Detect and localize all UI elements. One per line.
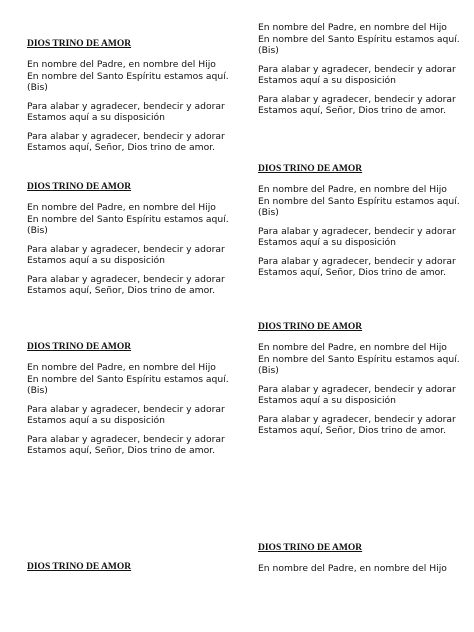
lyric-line: Estamos aquí, Señor, Dios trino de amor.	[27, 142, 216, 153]
stanza	[27, 59, 232, 94]
stanza	[27, 131, 232, 154]
lyric-line: Estamos aquí a su disposición	[27, 255, 165, 266]
lyric-line: Estamos aquí a su disposición	[258, 395, 396, 406]
song-title: DIOS TRINO DE AMOR	[258, 543, 363, 553]
lyric-line: En nombre del Padre, en nombre del Hijo	[27, 362, 216, 373]
song-title: DIOS TRINO DE AMOR	[27, 182, 132, 192]
lyric-line: En nombre del Santo Espíritu estamos aquí. (Bis)	[258, 33, 460, 56]
song-block	[27, 561, 232, 582]
stanza	[27, 404, 232, 427]
stanza	[27, 101, 232, 124]
lyric-line: Para alabar y agradecer, bendecir y adorar	[27, 243, 225, 255]
lyric-line: Estamos aquí a su disposición	[258, 75, 396, 86]
lyric-line: En nombre del Padre, en nombre del Hijo	[27, 202, 216, 213]
stanza	[258, 384, 463, 407]
lyric-line: Estamos aquí a su disposición	[258, 237, 396, 248]
stanza	[27, 434, 232, 457]
song-title: DIOS TRINO DE AMOR	[27, 39, 132, 49]
stanza	[258, 64, 463, 87]
lyric-line: Para alabar y agradecer, bendecir y adorar	[27, 403, 225, 415]
lyric-line: Estamos aquí, Señor, Dios trino de amor.	[258, 105, 447, 116]
lyric-line: Para alabar y agradecer, bendecir y adorar	[27, 100, 225, 112]
song-block	[27, 38, 232, 161]
lyric-line: Para alabar y agradecer, bendecir y adorar	[258, 255, 456, 267]
stanza	[258, 342, 463, 377]
stanza	[27, 202, 232, 237]
lyric-line: En nombre del Santo Espíritu estamos aquí. (Bis)	[258, 353, 460, 376]
stanza	[258, 226, 463, 249]
lyric-line: Para alabar y agradecer, bendecir y adorar	[27, 130, 225, 142]
song-block	[27, 341, 232, 464]
lyric-line: En nombre del Santo Espíritu estamos aquí. (Bis)	[27, 213, 229, 236]
song-block	[258, 22, 463, 124]
lyric-line: Estamos aquí, Señor, Dios trino de amor.	[27, 445, 216, 456]
song-title: DIOS TRINO DE AMOR	[27, 562, 132, 572]
lyric-line: En nombre del Padre, en nombre del Hijo	[27, 59, 216, 70]
lyric-line: Estamos aquí, Señor, Dios trino de amor.	[27, 285, 216, 296]
lyric-line: Estamos aquí a su disposición	[27, 112, 165, 123]
stanza	[258, 563, 463, 575]
lyric-line: En nombre del Santo Espíritu estamos aquí. (Bis)	[27, 70, 229, 93]
lyric-line: En nombre del Santo Espíritu estamos aquí. (Bis)	[258, 195, 460, 218]
lyric-line: Para alabar y agradecer, bendecir y adorar	[258, 413, 456, 425]
stanza	[258, 414, 463, 437]
lyric-line: Para alabar y agradecer, bendecir y adorar	[27, 273, 225, 285]
song-block	[27, 181, 232, 304]
song-title: DIOS TRINO DE AMOR	[258, 164, 363, 174]
song-title: DIOS TRINO DE AMOR	[27, 342, 132, 352]
stanza	[258, 22, 463, 57]
lyric-line: Para alabar y agradecer, bendecir y adorar	[258, 225, 456, 237]
song-block	[258, 163, 463, 286]
lyric-line: En nombre del Padre, en nombre del Hijo	[258, 184, 447, 195]
lyric-line: En nombre del Padre, en nombre del Hijo	[258, 563, 447, 574]
lyric-line: Estamos aquí a su disposición	[27, 415, 165, 426]
stanza	[27, 274, 232, 297]
stanza	[258, 256, 463, 279]
song-block	[258, 321, 463, 444]
lyric-line: Para alabar y agradecer, bendecir y adorar	[27, 433, 225, 445]
lyric-line: Para alabar y agradecer, bendecir y adorar	[258, 63, 456, 75]
song-block	[258, 542, 463, 582]
lyric-line: Para alabar y agradecer, bendecir y adorar	[258, 93, 456, 105]
lyric-line: Para alabar y agradecer, bendecir y adorar	[258, 383, 456, 395]
lyric-line: Estamos aquí, Señor, Dios trino de amor.	[258, 267, 447, 278]
stanza	[258, 184, 463, 219]
lyric-line: En nombre del Padre, en nombre del Hijo	[258, 342, 447, 353]
lyric-line: En nombre del Santo Espíritu estamos aquí. (Bis)	[27, 373, 229, 396]
stanza	[27, 244, 232, 267]
lyric-line: Estamos aquí, Señor, Dios trino de amor.	[258, 425, 447, 436]
stanza	[258, 94, 463, 117]
song-title: DIOS TRINO DE AMOR	[258, 322, 363, 332]
lyric-line: En nombre del Padre, en nombre del Hijo	[258, 22, 447, 33]
stanza	[27, 362, 232, 397]
